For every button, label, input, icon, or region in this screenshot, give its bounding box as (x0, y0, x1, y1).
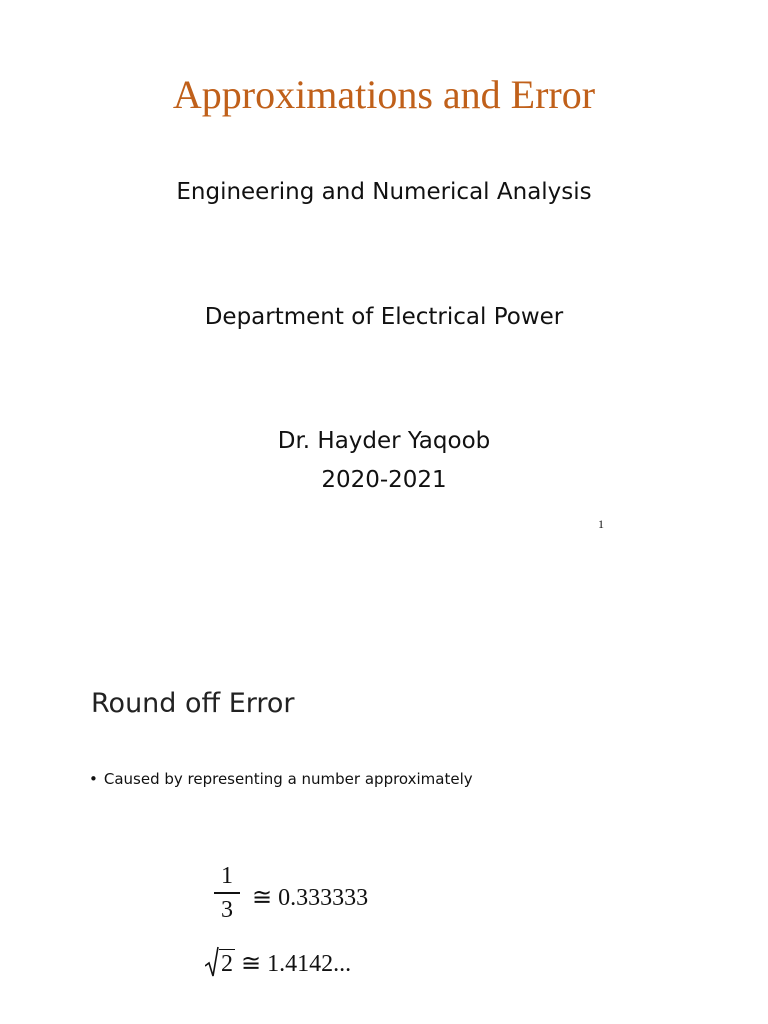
bullet-dot-icon: • (89, 770, 98, 788)
fraction-denominator: 3 (221, 896, 233, 923)
radicand: 2 (221, 951, 233, 977)
approx-equal-symbol: ≅ (241, 951, 262, 977)
slide-title: Round off Error (91, 688, 295, 719)
approx-equal-symbol: ≅ (252, 885, 273, 911)
fraction-numerator: 1 (221, 863, 233, 889)
page-number: 1 (598, 517, 604, 531)
square-root (205, 946, 235, 978)
author-name: Dr. Hayder Yaqoob (277, 428, 491, 454)
equation-value: 1.4142... (267, 951, 352, 977)
equation-sqrt-two (205, 946, 351, 978)
course-subtitle: Engineering and Numerical Analysis (176, 179, 592, 205)
bullet-text: Caused by representing a number approximately (103, 770, 473, 788)
equation-one-third (246, 883, 368, 912)
content-slide (0, 650, 768, 1024)
fraction-bar (214, 892, 240, 894)
department-name: Department of Electrical Power (204, 304, 564, 330)
slide-title: Approximations and Error (172, 72, 596, 117)
radical-sign-icon (205, 946, 219, 978)
fraction-one-third (214, 862, 240, 924)
academic-year: 2020-2021 (321, 467, 447, 493)
bullet-item (89, 770, 473, 788)
equation-value: 0.333333 (278, 885, 369, 911)
